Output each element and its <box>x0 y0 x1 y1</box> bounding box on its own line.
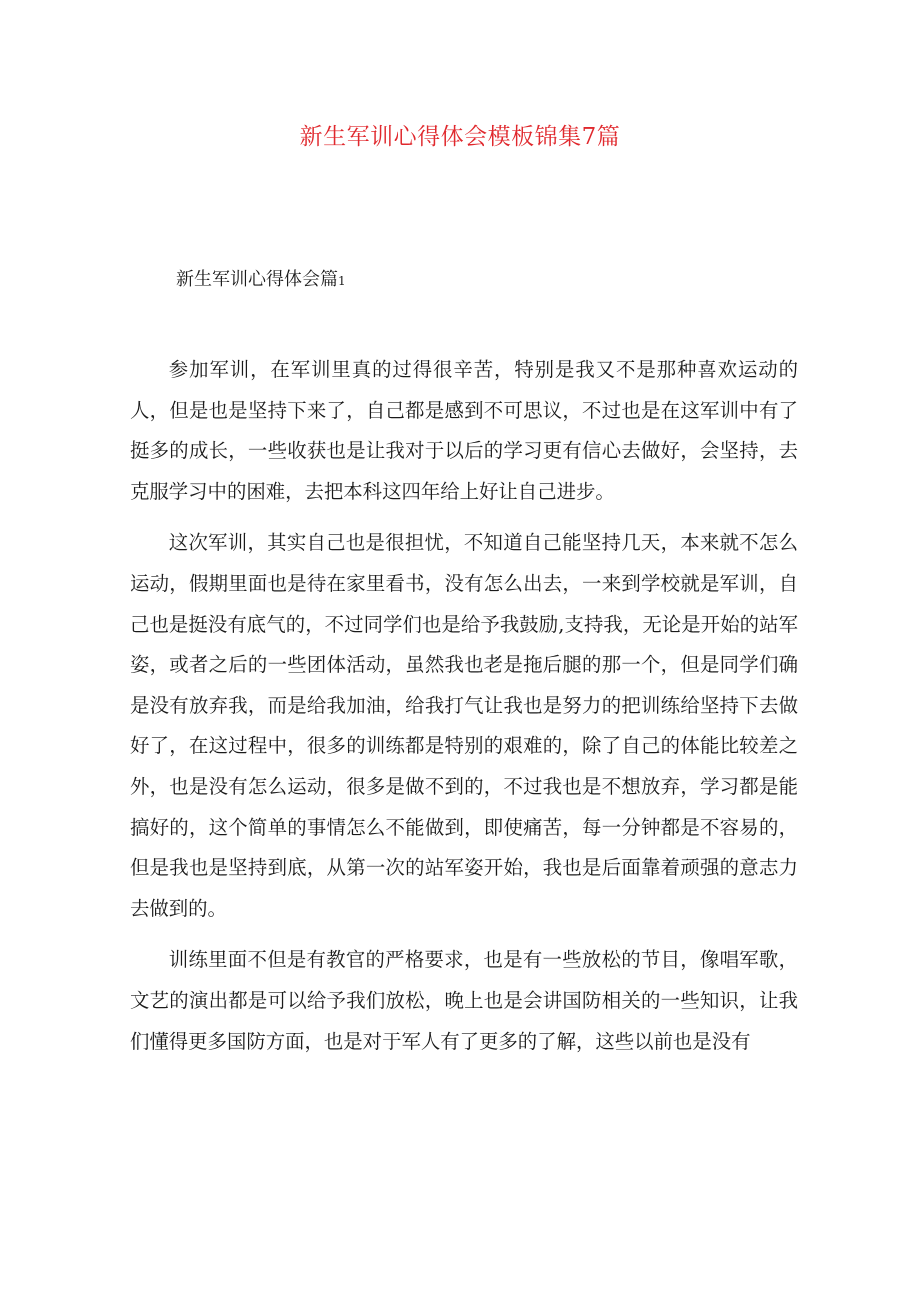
section-heading-text: 新生军训心得体会篇 <box>176 269 338 290</box>
section-heading <box>176 264 346 297</box>
section-heading-number: 1 <box>338 274 346 288</box>
paragraph: 这次军训，其实自己也是很担忧，不知道自己能坚持几天，本来就不怎么运动，假期里面也是待在家里看书，没有怎么出去，一来到学校就是军训，自己也是挺没有底气的，不过同学们也是给予我鼓励,支持我，无论是开始的站军姿，或者之后的一些团体活动，虽然我也老是拖后腿的那一个，但是同学们确是没有放弃我，而是给我加油，给我打气让我也是努力的把训练给坚持下去做好了，在这过程中，很多的训练都是特别的艰难的，除了自己的体能比较差之外，也是没有怎么运动，很多是做不到的，不过我也是不想放弃，学习都是能搞好的，这个简单的事情怎么不能做到，即使痛苦，每一分钟都是不容易的，但是我也是坚持到底，从第一次的站军姿开始，我也是后面靠着顽强的意志力去做到的。 <box>130 531 798 920</box>
paragraph: 参加军训，在军训里真的过得很辛苦，特别是我又不是那种喜欢运动的人，但是也是坚持下来了，自己都是感到不可思议，不过也是在这军训中有了挺多的成长，一些收获也是让我对于以后的学习更有信心去做好，会坚持，去克服学习中的困难，去把本科这四年给上好让自己进步。 <box>130 358 798 503</box>
paragraph: 训练里面不但是有教官的严格要求，也是有一些放松的节目，像唱军歌，文艺的演出都是可以给予我们放松，晚上也是会讲国防相关的一些知识，让我们懂得更多国防方面，也是对于军人有了更多的了解，这些以前也是没有 <box>130 948 798 1053</box>
document-title: 新生军训心得体会模板锦集7篇 <box>299 124 621 150</box>
document-body <box>130 350 798 1073</box>
